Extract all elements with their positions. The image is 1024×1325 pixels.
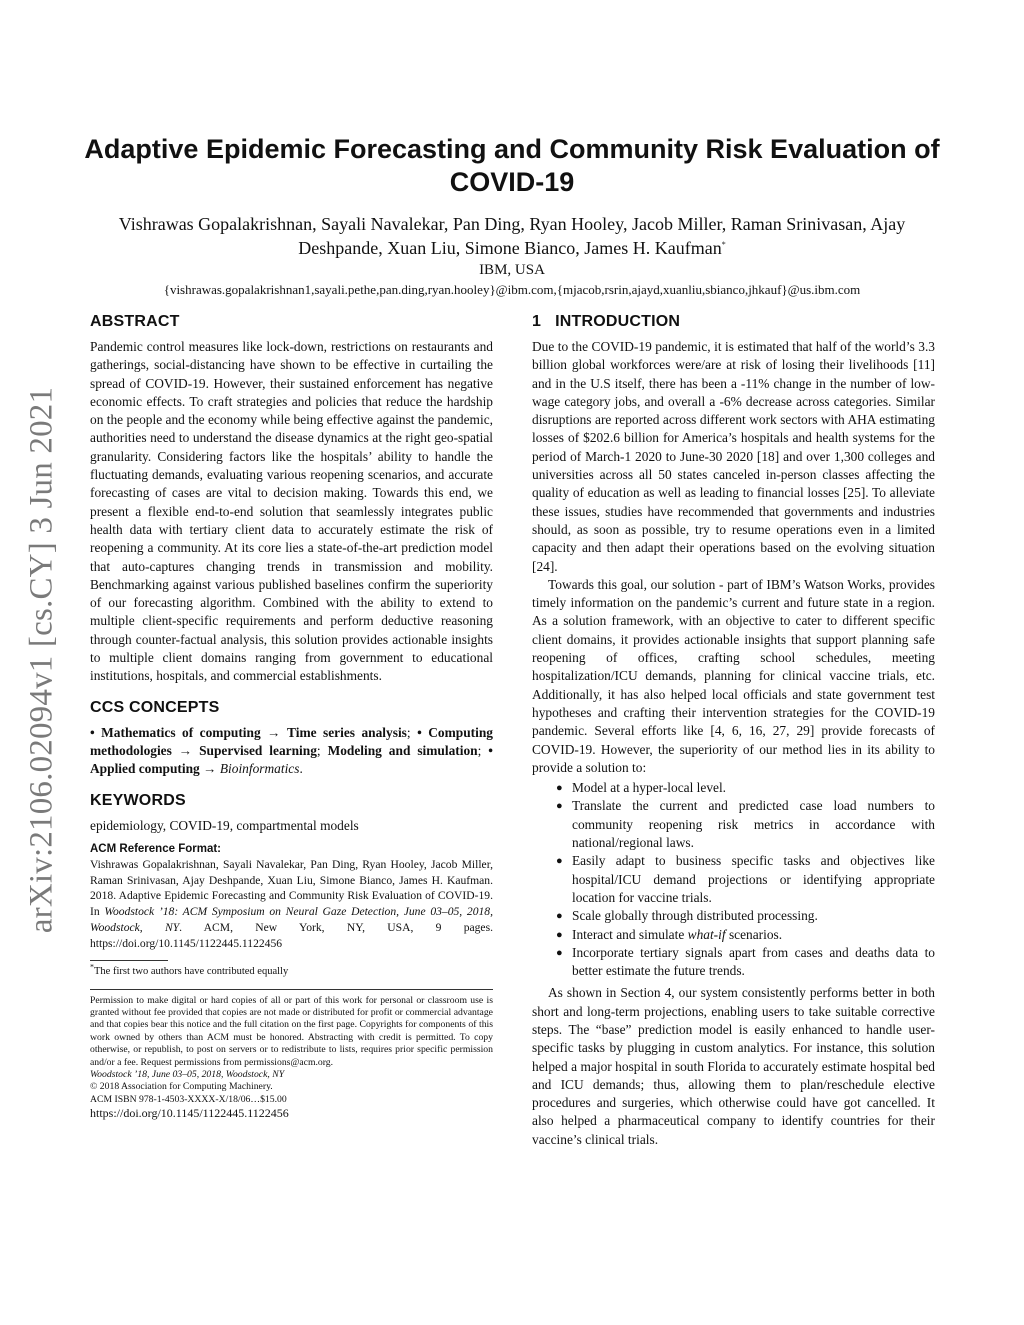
abstract-heading: ABSTRACT <box>90 313 180 330</box>
list-item: ● Model at a hyper-local level. <box>556 780 727 796</box>
affiliation: IBM, USA <box>479 262 545 278</box>
keywords-heading: KEYWORDS <box>90 791 186 809</box>
equal-contribution-footnote: *The first two authors have contributed equally <box>90 962 289 977</box>
ccs-concepts: • Mathematics of computing → Time series analysis; • Computing methodologies → Supervised learning; Modeling and simulation; • Applied computing → Bioinformatics. <box>90 724 493 777</box>
keywords-text: epidemiology, COVID-19, compartmental models <box>90 817 359 833</box>
acm-reference-doi-link[interactable]: https://doi.org/10.1145/1122445.1122456 <box>90 936 283 950</box>
permission-doi-link[interactable]: https://doi.org/10.1145/1122445.1122456 <box>90 1106 289 1121</box>
permission-notice: Permission to make digital or hard copies of all or part of this work for personal or classroom use is granted without fee provided that copies are not made or distributed for profit or commercial advantage and that copies bear this notice and the full citation on the first page. Copyrights for components of this work owned by others than ACM must be honored. Abstracting with credit is permitted. To copy otherwise, or republish, to post on servers or to redistribute to lists, requires prior specific permission and/or a fee. Request permissions from permissions@acm.org. <box>90 994 493 1068</box>
list-item: ● Scale globally through distributed processing. <box>556 908 818 924</box>
author-list <box>110 212 914 260</box>
arxiv-id: arXiv:2106.02094v1 [cs.CY] 3 Jun 2021 <box>23 386 60 934</box>
acm-reference-text: Vishrawas Gopalakrishnan, Sayali Navalekar, Pan Ding, Ryan Hooley, Jacob Miller, Raman Srinivasan, Ajay Deshpande, Xuan Liu, Simone Bianco, James H. Kaufman. 2018. Adaptive Epidemic Forecasting and Community Risk Evaluation of COVID-19. In Woodstock ’18: ACM Symposium on Neural Gaze Detection, June 03–05, 2018, Woodstock, NY. ACM, New York, NY, USA, 9 pages. https://doi.org/10.1145/1122445.1122456 <box>90 857 493 950</box>
author-emails: {vishrawas.gopalakrishnan1,sayali.pethe,pan.ding,ryan.hooley}@ibm.com,{mjacob,rsrin,ajayd,xuanliu,sbianco,jhkauf}@us.ibm.com <box>163 282 861 297</box>
permission-venue: Woodstock ’18, June 03–05, 2018, Woodstock, NY <box>90 1069 285 1081</box>
left-column <box>90 312 493 1120</box>
intro-paragraph-1: Due to the COVID-19 pandemic, it is estimated that half of the world’s 3.3 billion global workforces were/are at risk of losing their livelihoods [11] and in the U.S itself, there has been a -11% change in the number of low-wage category jobs, and overall a -6% decrease across categories. Similar disruptions are reported across different work sectors with AHA estimating losses of $202.6 billion for America’s hospitals and health systems for the period of March-1 2020 to June-30 2020 [18] and over 1,300 colleges and universities across all 50 states canceled in-person classes affecting the quality of education as well as leading to financial losses [25]. To alleviate these issues, studies have recommended that governments and industries should, as soon as possible, try to resume operations even in a limited capacity and then adapt their operations based on the evolving situation [24]. <box>532 339 935 574</box>
list-item: ● Easily adapt to business specific tasks and objectives like hospital/ICU demand projections or identifying appropriate location for vaccine trials. <box>556 853 935 905</box>
right-column <box>532 312 935 1149</box>
acm-reference-label: ACM Reference Format: <box>90 842 221 855</box>
author-footnote-mark: * <box>721 240 726 249</box>
list-item: ● Translate the current and predicted case load numbers to community reopening risk metrics in accordance with national/regional laws. <box>556 798 935 851</box>
list-item: ● Incorporate tertiary signals apart from cases and deaths data to better estimate the future trends. <box>556 944 935 979</box>
permission-divider <box>90 989 493 990</box>
author-names: Vishrawas Gopalakrishnan, Sayali Navalekar, Pan Ding, Ryan Hooley, Jacob Miller, Raman Srinivasan, Ajay Deshpande, Xuan Liu, Simone Bianco, James H. Kaufman <box>118 214 906 258</box>
list-item: ● Interact and simulate what-if scenarios. <box>556 926 783 942</box>
isbn-line: ACM ISBN 978-1-4503-XXXX-X/18/06…$15.00 <box>90 1093 287 1105</box>
copyright-line: © 2018 Association for Computing Machinery. <box>90 1081 273 1093</box>
ccs-heading: CCS CONCEPTS <box>90 698 220 716</box>
abstract-text: Pandemic control measures like lock-down, restrictions on restaurants and gatherings, social-distancing have shown to be effective in curtailing the spread of COVID-19. However, their sustained enforcement has negative economic effects. To craft strategies and policies that reduce the hardship on the people and the economy while being effective against the pandemic, authorities need to understand the disease dynamics at the right geo-spatial granularity. Considering factors like the hospitals’ ability to handle the fluctuating demands, evaluating various reopening scenarios, and accurate forecasting of cases are vital to decision making. Towards this end, we present a flexible end-to-end solution that seamlessly integrates public health data with tertiary client data to accurately estimate the risk of reopening a community. At its core lies a state-of-the-art prediction model that auto-captures changing trends in transmission and mobility. Benchmarking against various published baselines confirm the superiority of our forecasting algorithm. Combined with the ability to extend to multiple client-specific requirements and perform deductive reasoning through counter-factual analysis, this solution provides actionable insights to multiple client domains ranging from government to educational institutions, hospitals, and commercial establishments. <box>90 339 493 684</box>
arxiv-stamp <box>22 360 62 960</box>
capability-list <box>532 779 935 980</box>
intro-paragraph-3: As shown in Section 4, our system consistently performs better in both short and long-term projections, enabling users to take suitable corrective steps. The “base” prediction model is easily enhanced to handle user-specific tasks by plugging in custom analytics. For instance, this solution helped a major hospital in south Florida to accurately estimate hospital bed and ICU demands; thus, allowing them to plan/reschedule elective procedures and surgeries, which otherwise could have got cancelled. It also helped a pharmaceutical company to identify countries for their vaccine’s clinical trials. <box>532 985 935 1147</box>
introduction-heading: 1 INTRODUCTION <box>532 313 681 330</box>
footnote-divider <box>90 960 168 961</box>
paper-title: Adaptive Epidemic Forecasting and Community Risk Evaluation of COVID-19 <box>84 134 940 197</box>
intro-paragraph-2: Towards this goal, our solution - part of IBM’s Watson Works, provides timely information on the pandemic’s current and future state in a region. As a solution framework, with an objective to cater to different specific client domains, it provides actionable insights that support planning safe reopening of offices, crafting school schedules, meeting hospitalization/ICU demands, planning for clinical vaccine trials, etc. Additionally, it has also helped local officials and state government test hypotheses and crafting their intervention strategies for the COVID-19 pandemic. Several efforts like [4, 6, 16, 27, 29] provide forecasts of COVID-19. However, the superiority of our method lies in its ability to provide a solution to: <box>532 576 935 775</box>
